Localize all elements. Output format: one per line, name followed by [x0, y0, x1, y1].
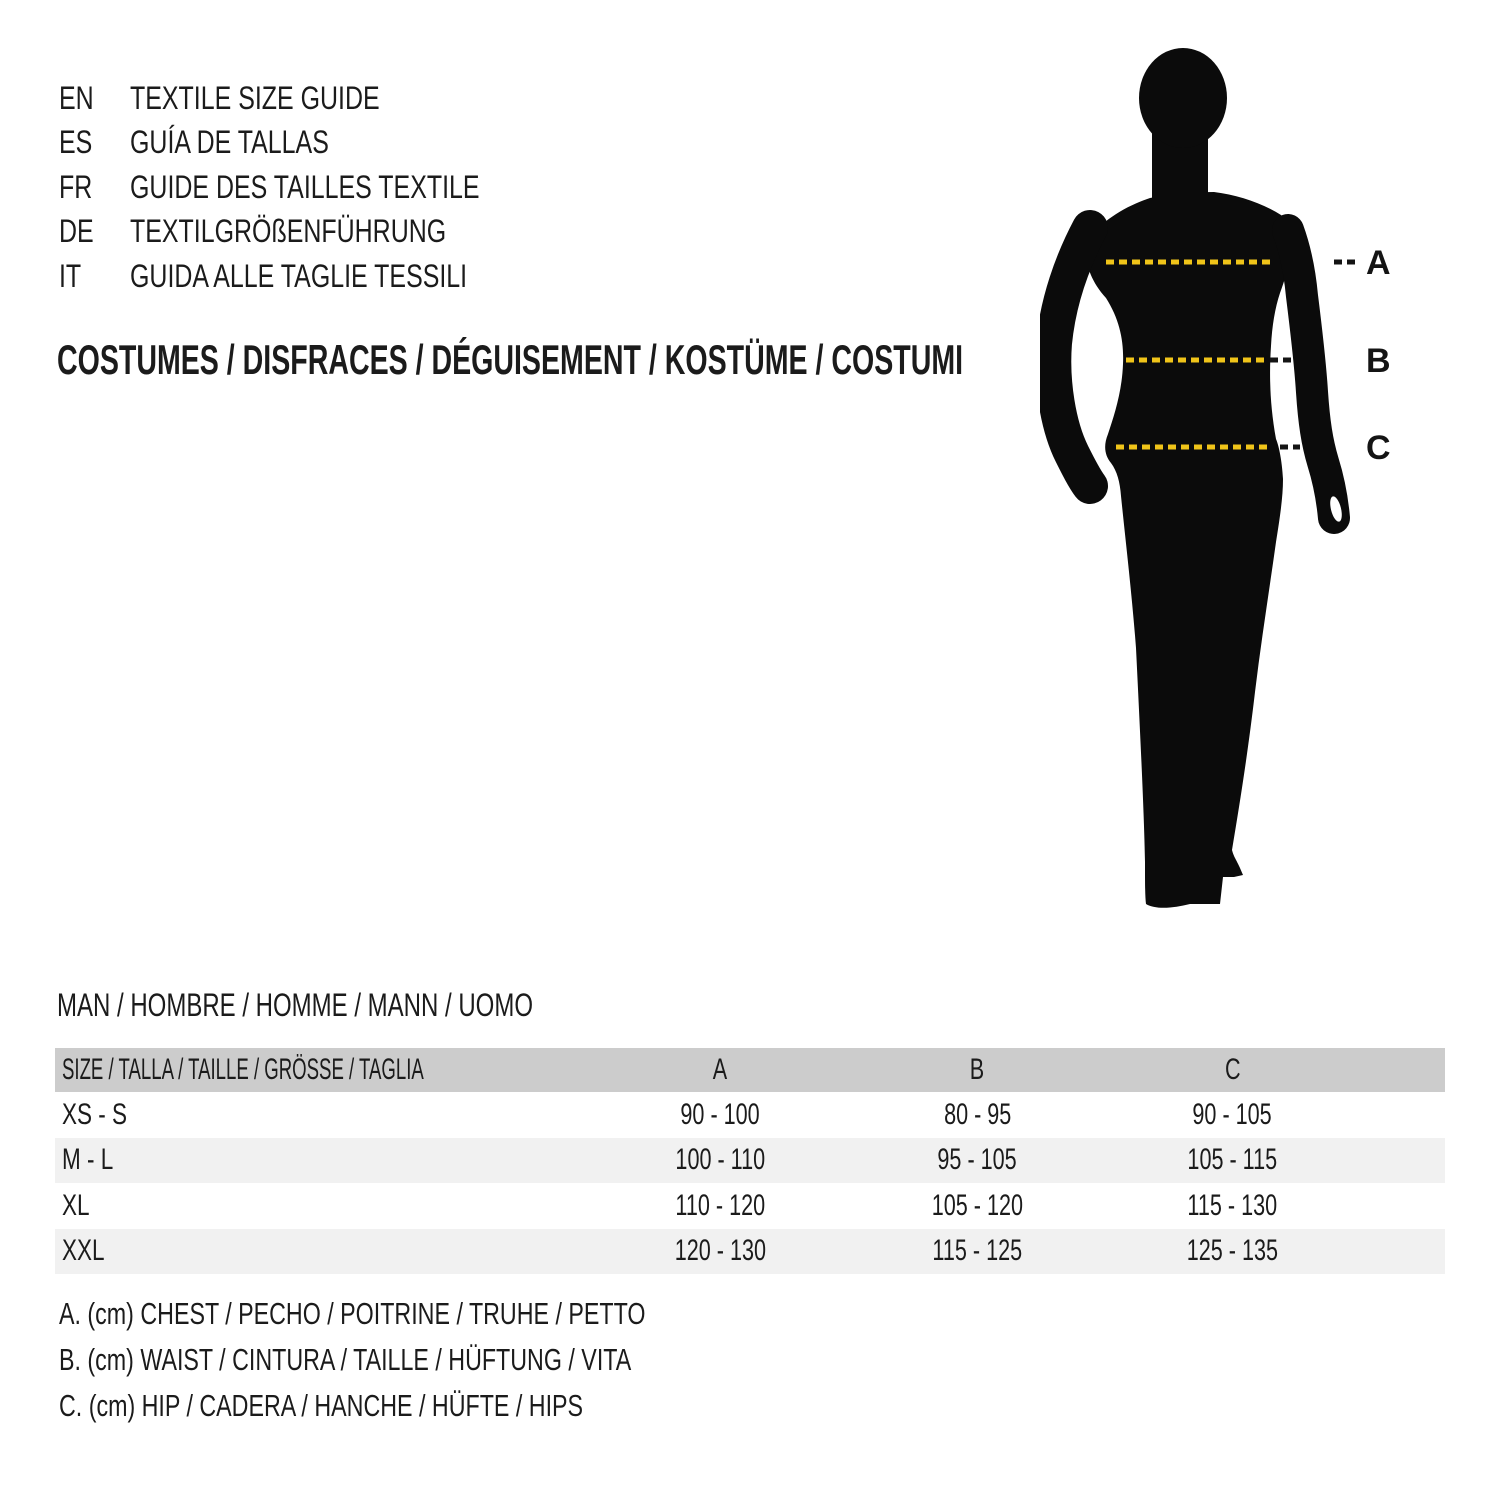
- language-row-it: [59, 254, 578, 299]
- language-row-en: [59, 76, 578, 121]
- size-cell-value: [1105, 1138, 1360, 1184]
- legend-line-text: A. (cm) CHEST / PECHO / POITRINE / TRUHE / PETTO: [59, 1296, 646, 1331]
- size-cell-text: 105 - 115: [1187, 1143, 1278, 1177]
- language-guide-title: [130, 80, 450, 117]
- language-title-list: [59, 76, 578, 299]
- size-cell-value: [590, 1092, 850, 1138]
- measurement-legend: [59, 1291, 841, 1429]
- language-guide-title: [130, 258, 562, 295]
- language-code: [59, 80, 130, 117]
- language-code-text: ES: [59, 124, 93, 161]
- size-cell-value: [1105, 1183, 1360, 1229]
- size-table-header-cell: [850, 1048, 1105, 1092]
- language-row-de: [59, 210, 578, 255]
- language-code: [59, 169, 130, 206]
- size-cell-text: M - L: [62, 1143, 114, 1177]
- size-cell-value: [1105, 1229, 1360, 1275]
- size-cell-label: [55, 1138, 590, 1184]
- size-cell-text: 90 - 100: [680, 1097, 760, 1131]
- language-code-text: IT: [59, 257, 82, 294]
- language-guide-title-text: GUIDA ALLE TAGLIE TESSILI: [130, 257, 468, 294]
- size-table-row: [55, 1183, 1445, 1229]
- legend-line-a: [59, 1291, 841, 1337]
- size-cell-text: XXL: [62, 1234, 105, 1268]
- size-table-row: [55, 1092, 1445, 1138]
- size-table-header-cell: [55, 1048, 590, 1092]
- size-table-header-text: SIZE / TALLA / TAILLE / GRÖSSE / TAGLIA: [62, 1053, 424, 1086]
- legend-line-text: C. (cm) HIP / CADERA / HANCHE / HÜFTE / HIPS: [59, 1388, 584, 1423]
- size-table-head: [55, 1048, 1445, 1092]
- man-silhouette-right-arm: [1288, 230, 1334, 518]
- size-cell-value: [850, 1229, 1105, 1275]
- size-cell-text: 105 - 120: [931, 1188, 1024, 1222]
- size-cell-label: [55, 1229, 590, 1275]
- size-table-header-cell: [1105, 1048, 1360, 1092]
- size-cell-value: [850, 1092, 1105, 1138]
- size-cell-value: [590, 1183, 850, 1229]
- size-table-header-row: [55, 1048, 1445, 1092]
- language-code-text: FR: [59, 168, 93, 205]
- section-title-man: [57, 988, 692, 1022]
- size-table-row-filler: [1360, 1092, 1445, 1138]
- size-cell-text: XS - S: [62, 1097, 128, 1131]
- size-table-header-cell: [590, 1048, 850, 1092]
- man-silhouette-svg: [1040, 30, 1460, 930]
- size-table-header-text: B: [970, 1053, 985, 1086]
- size-cell-text: 125 - 135: [1186, 1234, 1279, 1268]
- size-cell-label: [55, 1183, 590, 1229]
- size-table-row: [55, 1138, 1445, 1184]
- size-cell-text: 90 - 105: [1192, 1097, 1273, 1131]
- size-table-row-filler: [1360, 1183, 1445, 1229]
- size-table-row: [55, 1229, 1445, 1275]
- size-cell-value: [850, 1138, 1105, 1184]
- language-guide-title-text: TEXTILGRÖßENFÜHRUNG: [130, 213, 447, 250]
- man-silhouette-body: [1086, 192, 1291, 908]
- size-cell-text: 80 - 95: [943, 1097, 1012, 1131]
- size-cell-label: [55, 1092, 590, 1138]
- language-code: [59, 258, 130, 295]
- size-guide-figure: [1040, 30, 1460, 930]
- section-title-man-text: MAN / HOMBRE / HOMME / MANN / UOMO: [57, 987, 534, 1023]
- legend-line-b: [59, 1337, 841, 1383]
- size-cell-value: [590, 1138, 850, 1184]
- size-table-header-text: C: [1224, 1053, 1241, 1086]
- size-table-body: [55, 1092, 1445, 1274]
- size-cell-value: [590, 1229, 850, 1275]
- size-cell-text: XL: [62, 1188, 90, 1222]
- size-cell-value: [1105, 1092, 1360, 1138]
- size-cell-text: 110 - 120: [675, 1188, 765, 1222]
- legend-line-c: [59, 1383, 841, 1429]
- language-code-text: EN: [59, 79, 94, 116]
- language-guide-title: [130, 213, 535, 250]
- language-code: [59, 213, 130, 250]
- size-cell-text: 95 - 105: [937, 1143, 1018, 1177]
- language-guide-title-text: TEXTILE SIZE GUIDE: [130, 79, 380, 116]
- measurement-label-c: C: [1366, 429, 1391, 467]
- size-table-header-text: A: [712, 1053, 728, 1086]
- size-table-row-filler: [1360, 1138, 1445, 1184]
- language-guide-title-text: GUÍA DE TALLAS: [130, 124, 329, 161]
- man-silhouette-head: [1139, 48, 1227, 148]
- category-title-text: COSTUMES / DISFRACES / DÉGUISEMENT / KOSTÜME / COSTUMI: [57, 336, 964, 383]
- language-code: [59, 124, 130, 161]
- measurement-label-a: A: [1366, 244, 1391, 282]
- language-guide-title: [130, 169, 578, 206]
- size-cell-text: 120 - 130: [674, 1234, 766, 1268]
- size-table-header-filler: [1360, 1048, 1445, 1092]
- man-silhouette-left-arm: [1053, 228, 1090, 486]
- language-row-fr: [59, 165, 578, 210]
- measurement-label-b: B: [1366, 342, 1391, 380]
- language-row-es: [59, 121, 578, 166]
- size-cell-text: 115 - 125: [932, 1234, 1023, 1268]
- language-guide-title: [130, 124, 385, 161]
- language-guide-title-text: GUIDE DES TAILLES TEXTILE: [130, 168, 480, 205]
- size-cell-text: 115 - 130: [1187, 1188, 1278, 1222]
- legend-line-text: B. (cm) WAIST / CINTURA / TAILLE / HÜFTUNG / VITA: [59, 1342, 632, 1377]
- size-table: [55, 1048, 1445, 1274]
- size-table-row-filler: [1360, 1229, 1445, 1275]
- language-code-text: DE: [59, 213, 94, 250]
- size-cell-value: [850, 1183, 1105, 1229]
- size-cell-text: 100 - 110: [675, 1143, 765, 1177]
